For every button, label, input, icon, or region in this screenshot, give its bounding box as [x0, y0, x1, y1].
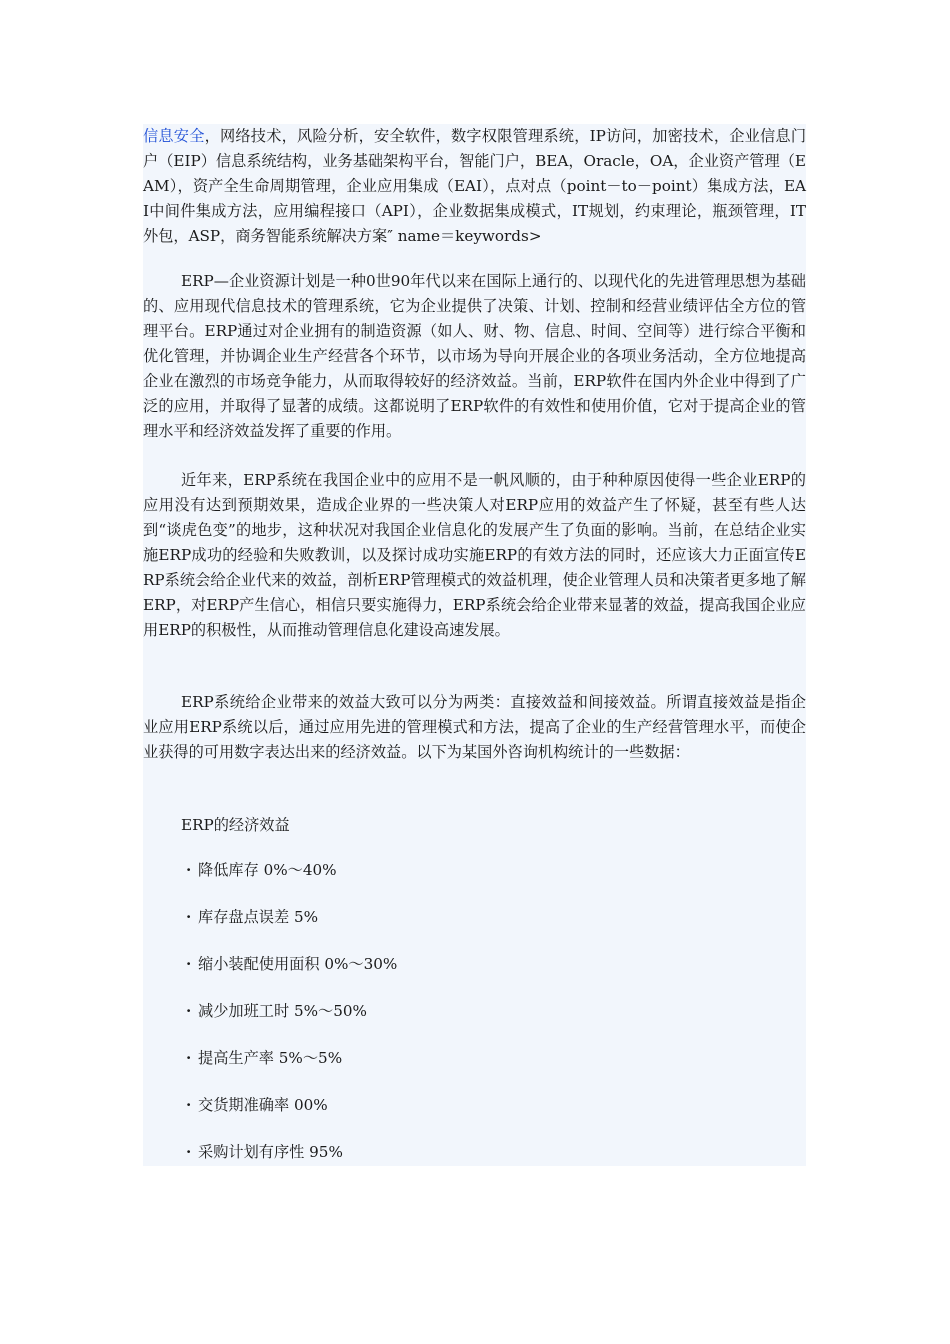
list-item-text: 交货期准确率 00%: [198, 1096, 328, 1114]
list-item: [186, 952, 397, 999]
erp-benefits-paragraph: ERP系统给企业带来的效益大致可以分为两类：直接效益和间接效益。所谓直接效益是指企业应用ERP系统以后，通过应用先进的管理模式和方法，提高了企业的生产经营管理水平，而使企业获得的可用数字表达出来的经济效益。以下为某国外咨询机构统计的一些数据：: [143, 693, 806, 761]
bullet-icon: ·: [186, 1096, 192, 1114]
info-security-link[interactable]: 信息安全: [143, 127, 205, 145]
benefits-list: [186, 858, 397, 1187]
benefits-heading: ERP的经济效益: [181, 816, 290, 834]
bullet-icon: ·: [186, 955, 192, 973]
list-item: [186, 1046, 397, 1093]
list-item-text: 缩小装配使用面积 0%～30%: [198, 955, 398, 973]
list-item-text: 库存盘点误差 5%: [198, 908, 319, 926]
bullet-icon: ·: [186, 861, 192, 879]
list-item: [186, 1140, 397, 1187]
erp-intro-paragraph: ERP—企业资源计划是一种0世90年代以来在国际上通行的、以现代化的先进管理思想为基础的、应用现代信息技术的管理系统，它为企业提供了决策、计划、控制和经营业绩评估全方位的管理平台。ERP通过对企业拥有的制造资源（如人、财、物、信息、时间、空间等）进行综合平衡和优化管理，并协调企业生产经营各个环节，以市场为导向开展企业的各项业务活动，全方位地提高企业在激烈的市场竞争能力，从而取得较好的经济效益。当前，ERP软件在国内外企业中得到了广泛的应用，并取得了显著的成绩。这都说明了ERP软件的有效性和使用价值，它对于提高企业的管理水平和经济效益发挥了重要的作用。: [143, 272, 806, 440]
bullet-icon: ·: [186, 1049, 192, 1067]
bullet-icon: ·: [186, 1143, 192, 1161]
keywords-text: ，网络技术，风险分析，安全软件，数字权限管理系统，IP访问，加密技术，企业信息门户（EIP）信息系统结构，业务基础架构平台，智能门户，BEA，Oracle，OA，企业资产管理（EAM），资产全生命周期管理，企业应用集成（EAI），点对点（point－to－point）集成方法，EAI中间件集成方法，应用编程接口（API），企业数据集成模式，IT规划，约束理论，瓶颈管理，IT外包，ASP，商务智能系统解决方案″ name＝keywords>: [143, 127, 807, 245]
bullet-icon: ·: [186, 908, 192, 926]
list-item-text: 减少加班工时 5%～50%: [198, 1002, 367, 1020]
list-item-text: 采购计划有序性 95%: [198, 1143, 343, 1161]
list-item: [186, 905, 397, 952]
list-item-text: 降低库存 0%～40%: [198, 861, 337, 879]
list-item: [186, 999, 397, 1046]
list-item-text: 提高生产率 5%～5%: [198, 1049, 343, 1067]
article-content: [143, 124, 806, 1166]
keywords-paragraph: [143, 124, 806, 249]
list-item: [186, 1093, 397, 1140]
list-item: [186, 858, 397, 905]
bullet-icon: ·: [186, 1002, 192, 1020]
erp-adoption-paragraph: 近年来，ERP系统在我国企业中的应用不是一帆风顺的，由于种种原因使得一些企业ERP的应用没有达到预期效果，造成企业界的一些决策人对ERP应用的效益产生了怀疑，甚至有些人达到“谈虎色变”的地步，这种状况对我国企业信息化的发展产生了负面的影响。当前，在总结企业实施ERP成功的经验和失败教训，以及探讨成功实施ERP的有效方法的同时，还应该大力正面宣传ERP系统会给企业代来的效益，剖析ERP管理模式的效益机理，使企业管理人员和决策者更多地了解ERP，对ERP产生信心，相信只要实施得力，ERP系统会给企业带来显著的效益，提高我国企业应用ERP的积极性，从而推动管理信息化建设高速发展。: [143, 471, 806, 639]
